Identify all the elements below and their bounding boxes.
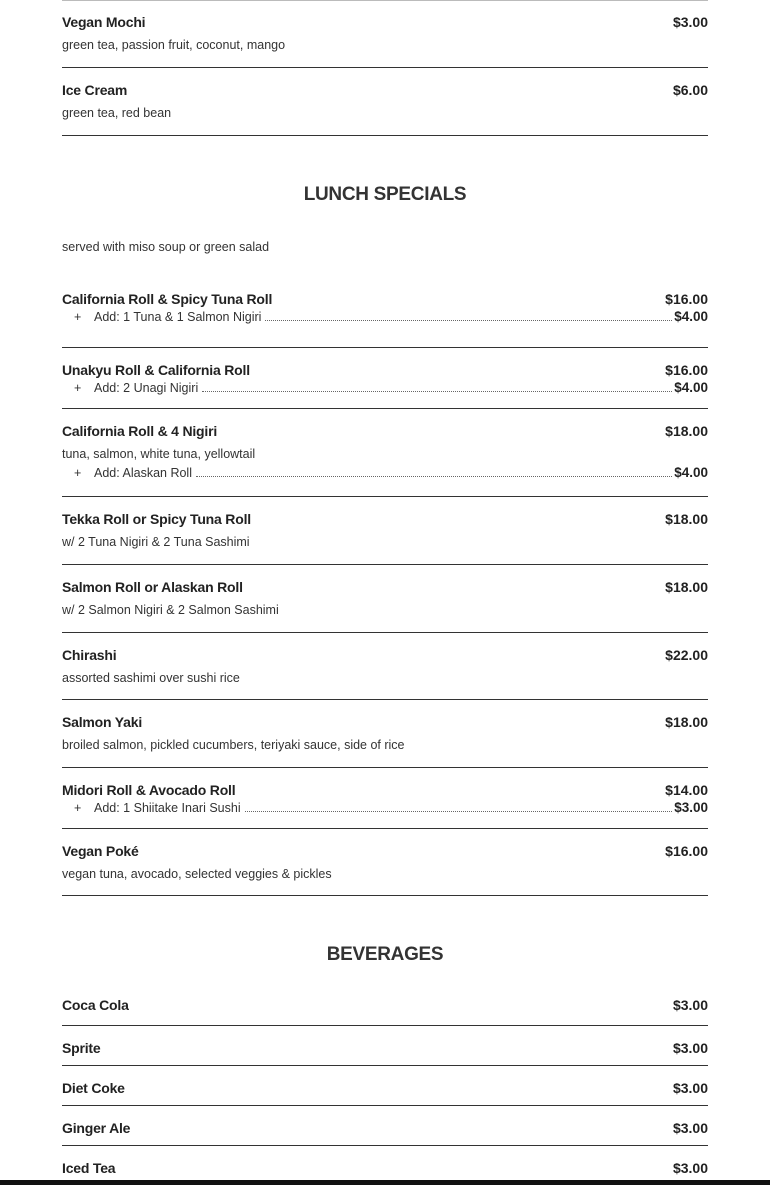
item-description: w/ 2 Tuna Nigiri & 2 Tuna Sashimi [62,535,250,549]
menu-item [62,1106,708,1146]
item-description: vegan tuna, avocado, selected veggies & pickles [62,867,332,881]
menu-page [62,0,708,1182]
section-title-lunch: LUNCH SPECIALS [303,184,467,205]
addon-label: Add: 1 Tuna & 1 Salmon Nigiri [94,310,262,324]
menu-item [62,829,708,896]
item-name: Tekka Roll or Spicy Tuna Roll [62,511,251,527]
menu-item [62,68,708,136]
footer-bar [0,1180,770,1185]
item-name: Iced Tea [62,1160,116,1176]
item-price: $3.00 [672,997,708,1013]
item-price: $16.00 [665,291,708,307]
item-name: Diet Coke [62,1080,125,1096]
section-title-beverages: BEVERAGES [326,944,444,965]
menu-item [62,287,708,348]
section-note: served with miso soup or green salad [62,240,270,254]
item-price: $16.00 [665,843,708,859]
item-price: $18.00 [665,714,708,730]
item-addon [62,309,708,324]
dot-leader [245,811,673,812]
item-price: $16.00 [665,362,708,378]
menu-item [62,1146,708,1182]
item-name: California Roll & 4 Nigiri [62,423,218,439]
item-price: $3.00 [672,1040,708,1056]
addon-price: $3.00 [674,800,708,815]
plus-icon: + [74,801,82,815]
item-price: $18.00 [665,423,708,439]
addon-label: Add: Alaskan Roll [94,466,192,480]
item-name: Chirashi [62,647,117,663]
menu-item [62,1026,708,1066]
addon-price: $4.00 [674,309,708,324]
item-name: Midori Roll & Avocado Roll [62,782,236,798]
item-name: Vegan Poké [62,843,139,859]
plus-icon: + [74,466,82,480]
item-description: assorted sashimi over sushi rice [62,671,240,685]
item-addon [62,465,708,480]
item-description: broiled salmon, pickled cucumbers, teriyaki sauce, side of rice [62,738,405,752]
plus-icon: + [74,310,82,324]
item-price: $22.00 [665,647,708,663]
item-price: $3.00 [672,14,708,30]
menu-item [62,348,708,409]
item-description: green tea, red bean [62,106,172,120]
menu-item [62,633,708,700]
item-price: $3.00 [672,1120,708,1136]
item-name: Salmon Roll or Alaskan Roll [62,579,243,595]
item-description: w/ 2 Salmon Nigiri & 2 Salmon Sashimi [62,603,279,617]
item-price: $6.00 [672,82,708,98]
dot-leader [265,320,672,321]
dot-leader [196,476,672,477]
item-name: Coca Cola [62,997,129,1013]
item-description: tuna, salmon, white tuna, yellowtail [62,447,256,461]
item-name: Ginger Ale [62,1120,131,1136]
menu-item [62,0,708,68]
addon-price: $4.00 [674,465,708,480]
item-addon [62,380,708,395]
item-name: Vegan Mochi [62,14,146,30]
item-name: California Roll & Spicy Tuna Roll [62,291,273,307]
menu-item [62,768,708,829]
item-addon [62,800,708,815]
item-name: Salmon Yaki [62,714,143,730]
addon-label: Add: 1 Shiitake Inari Sushi [94,801,241,815]
item-description: green tea, passion fruit, coconut, mango [62,38,286,52]
menu-item [62,497,708,565]
item-name: Ice Cream [62,82,128,98]
item-price: $3.00 [672,1080,708,1096]
menu-item [62,409,708,497]
menu-item [62,1066,708,1106]
addon-label: Add: 2 Unagi Nigiri [94,381,199,395]
item-name: Unakyu Roll & California Roll [62,362,250,378]
menu-item [62,700,708,768]
addon-price: $4.00 [674,380,708,395]
item-price: $18.00 [665,511,708,527]
dot-leader [202,391,672,392]
item-name: Sprite [62,1040,101,1056]
plus-icon: + [74,381,82,395]
item-price: $3.00 [672,1160,708,1176]
menu-item [62,986,708,1026]
item-price: $14.00 [665,782,708,798]
menu-item [62,565,708,633]
item-price: $18.00 [665,579,708,595]
